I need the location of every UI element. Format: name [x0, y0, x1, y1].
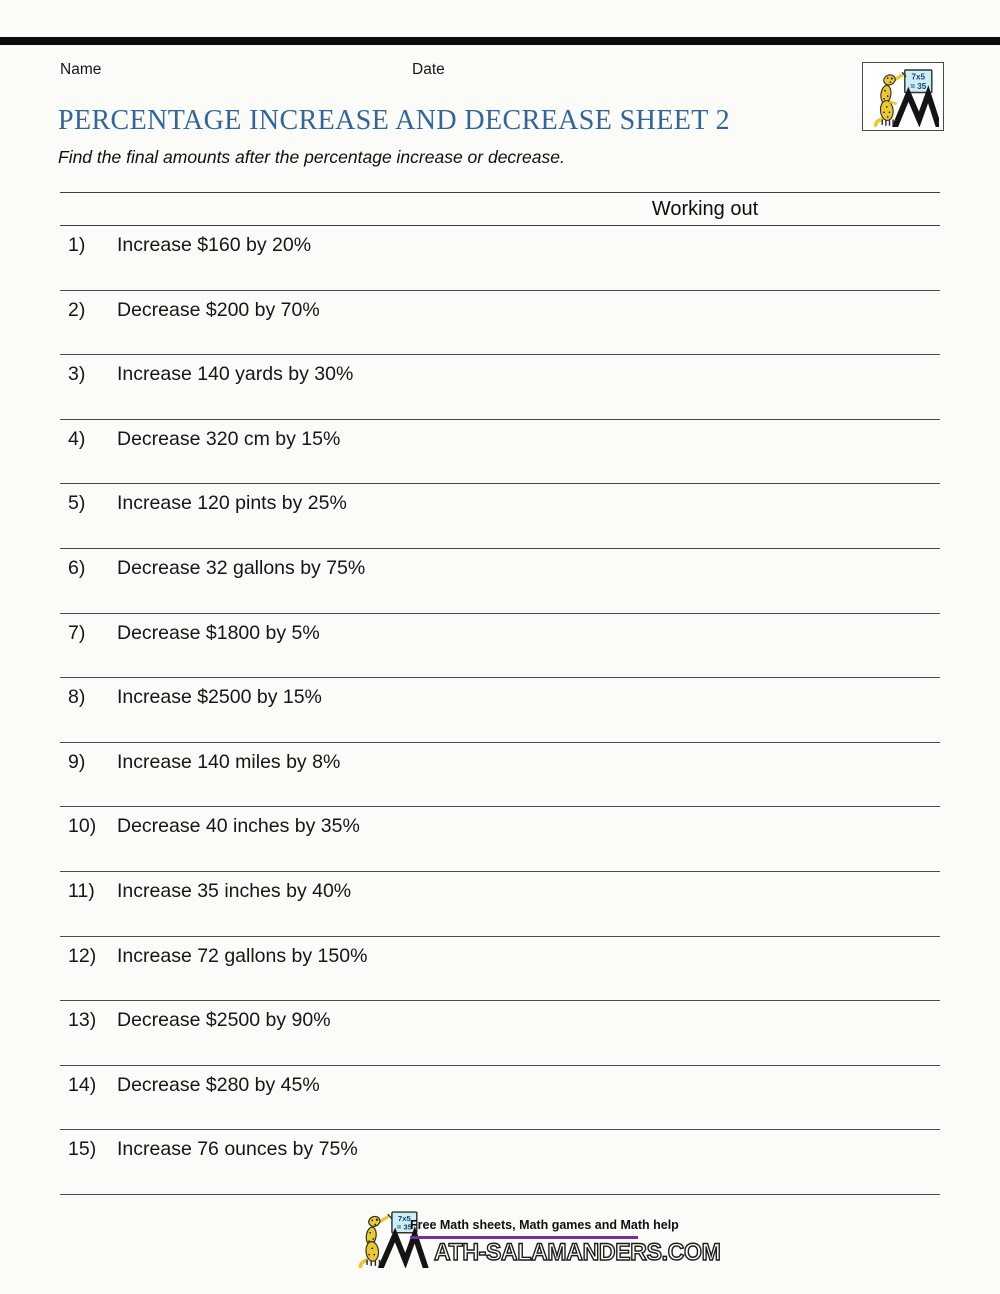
problem-text: Increase 35 inches by 40% — [117, 879, 352, 902]
name-label: Name — [60, 61, 102, 78]
problem-text: Increase 120 pints by 25% — [117, 492, 347, 515]
problem-number: 12) — [68, 944, 97, 967]
problem-number: 4) — [68, 427, 86, 450]
salamander-logo-icon — [867, 67, 939, 127]
working-out-header: Working out — [651, 198, 759, 220]
problem-text: Decrease 40 inches by 35% — [117, 815, 360, 838]
problem-row — [60, 549, 940, 614]
footer-tagline: Free Math sheets, Math games and Math help — [410, 1218, 679, 1232]
problem-number: 14) — [68, 1073, 97, 1096]
problem-row — [60, 937, 940, 1002]
problem-text: Increase 72 gallons by 150% — [117, 944, 368, 967]
math-salamanders-logo — [862, 62, 944, 131]
problems-table — [60, 192, 940, 1195]
problem-row — [60, 1066, 940, 1131]
problem-text: Increase 140 miles by 8% — [117, 750, 341, 773]
problem-row — [60, 355, 940, 420]
problem-row — [60, 291, 940, 356]
svg-text:= 35: = 35 — [910, 81, 927, 91]
problem-number: 9) — [68, 750, 86, 773]
problem-number: 8) — [68, 686, 86, 709]
table-header-row — [60, 192, 940, 226]
problem-row — [60, 807, 940, 872]
instructions-text: Find the final amounts after the percentage increase or decrease. — [58, 147, 565, 167]
problem-number: 2) — [68, 298, 86, 321]
problem-row — [60, 420, 940, 485]
problem-number: 11) — [68, 879, 95, 902]
problem-number: 15) — [68, 1138, 97, 1161]
problem-text: Decrease 32 gallons by 75% — [117, 556, 366, 579]
problem-number: 5) — [68, 492, 86, 515]
problem-row — [60, 1130, 940, 1195]
problem-number: 7) — [68, 621, 86, 644]
problem-number: 13) — [68, 1009, 97, 1032]
problem-text: Increase 76 ounces by 75% — [117, 1138, 358, 1161]
problem-number: 3) — [68, 363, 86, 386]
problem-number: 10) — [68, 815, 97, 838]
problem-row — [60, 743, 940, 808]
problem-text: Increase 140 yards by 30% — [117, 363, 354, 386]
date-label: Date — [412, 61, 445, 78]
svg-text:= 35: = 35 — [396, 1222, 413, 1232]
problem-text: Decrease $200 by 70% — [117, 298, 320, 321]
problem-text: Decrease $2500 by 90% — [117, 1009, 331, 1032]
problem-text: Increase $160 by 20% — [117, 234, 312, 256]
problem-text: Increase $2500 by 15% — [117, 686, 322, 709]
problem-row — [60, 872, 940, 937]
svg-text:7x5: 7x5 — [397, 1213, 411, 1223]
problem-text: Decrease $1800 by 5% — [117, 621, 320, 644]
problems-list — [60, 226, 940, 1195]
problem-row — [60, 226, 940, 291]
problem-text: Decrease 320 cm by 15% — [117, 427, 341, 450]
top-border-rule — [0, 37, 1000, 45]
footer-wordmark: ATH-SALAMANDERS.COM — [434, 1238, 721, 1266]
problem-row — [60, 1001, 940, 1066]
problem-row — [60, 614, 940, 679]
problem-text: Decrease $280 by 45% — [117, 1073, 320, 1096]
problem-row — [60, 678, 940, 743]
problem-number: 1) — [68, 234, 86, 256]
problem-number: 6) — [68, 556, 86, 579]
svg-text:7x5: 7x5 — [911, 71, 926, 81]
problem-row — [60, 484, 940, 549]
page-title: PERCENTAGE INCREASE AND DECREASE SHEET 2 — [58, 105, 731, 136]
table-header-spacer — [60, 193, 470, 225]
